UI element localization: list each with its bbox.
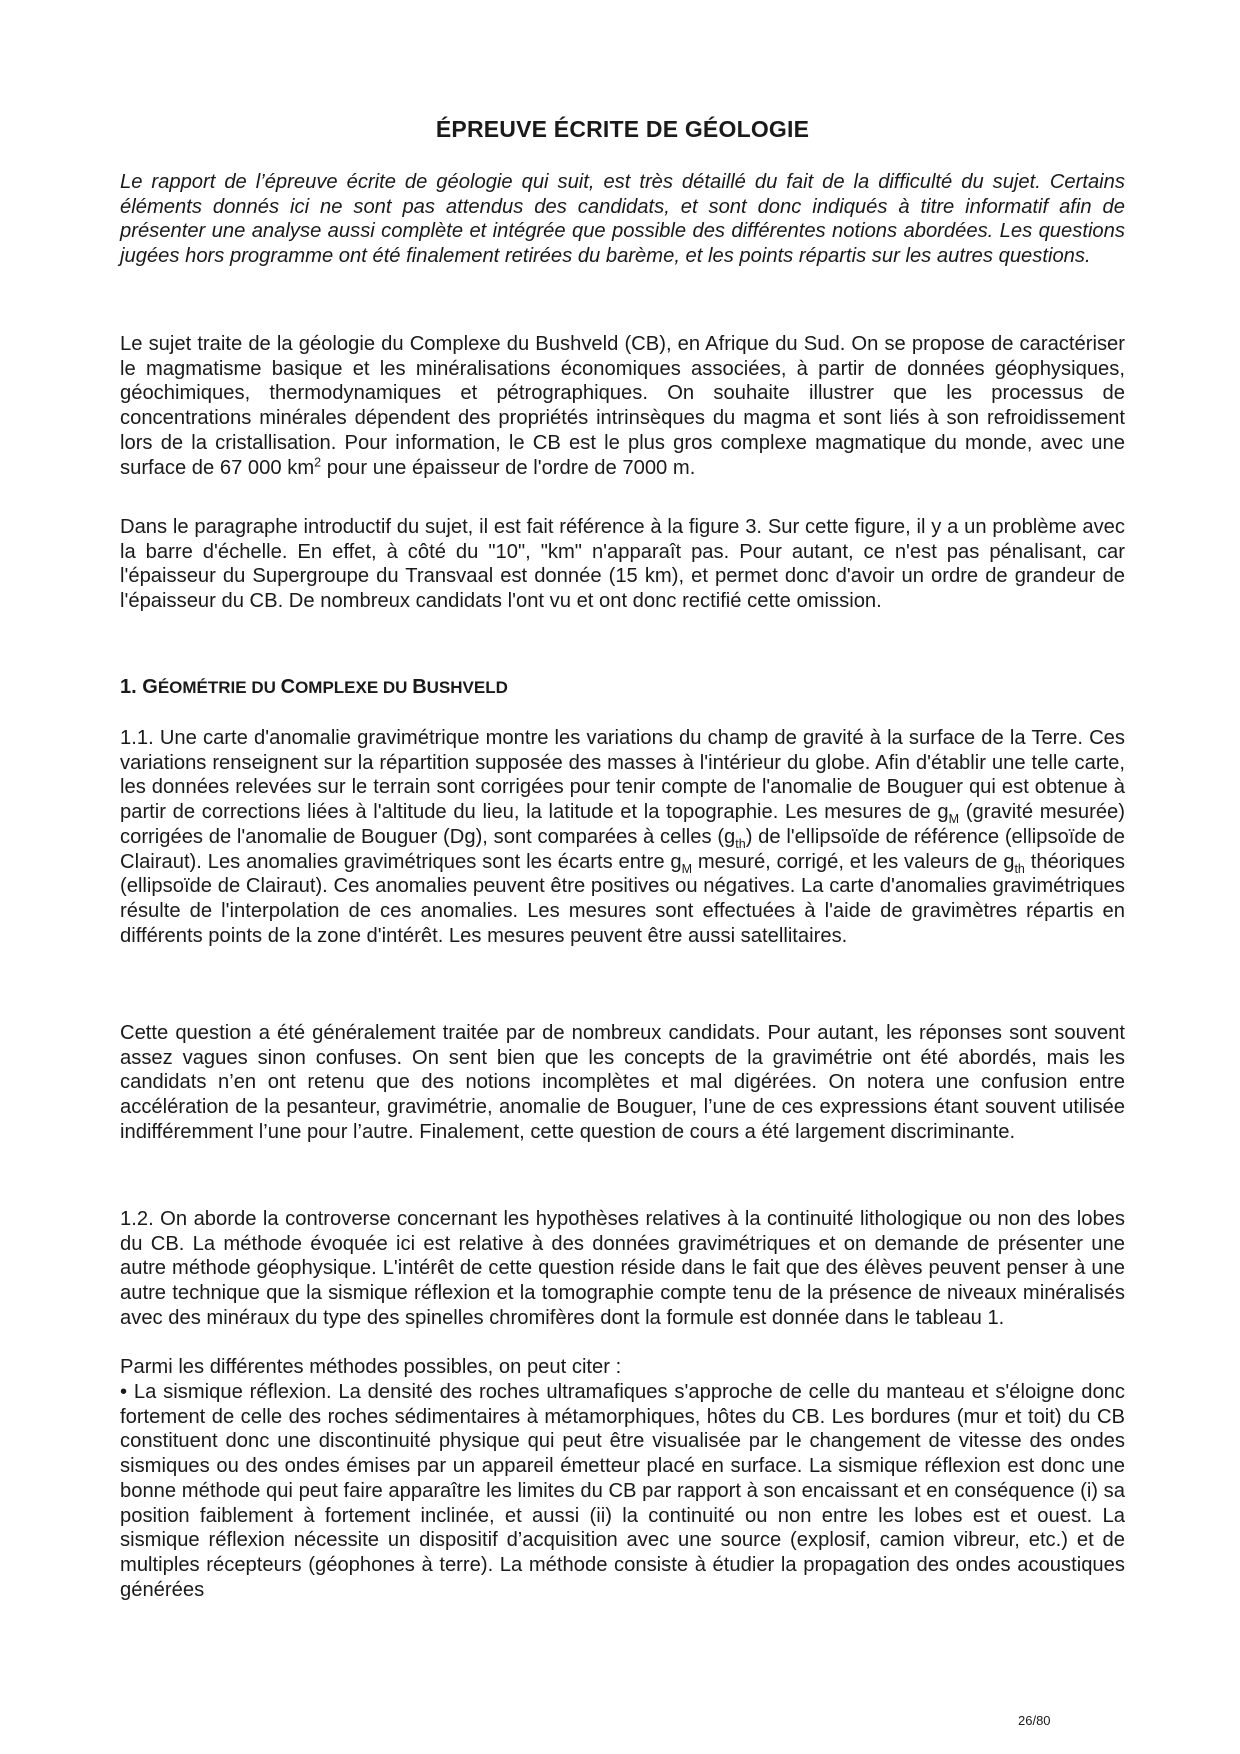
heading-number: 1. (120, 676, 143, 698)
paragraph-figure-note: Dans le paragraphe introductif du sujet, il est fait référence à la figure 3. Sur cette figure, il y a un problème avec la barre d'échelle. En effet, à côté du "10", "km" n'apparaît pas. Pour autant, ce n'est pas pénalisant, car l'épaisseur du Supergroupe du Transvaal est donnée (15 km), et permet donc d'avoir un ordre de grandeur de l'épaisseur du CB. De nombreux candidats l'ont vu et ont donc rectifié cette omission. (120, 516, 1125, 613)
text-run: 1.1. Une carte d'anomalie gravimétrique montre les variations du champ de gravité à la surface de la Terre. Ces variations renseignent sur la répartition supposée des masses à l'intérieur du globe. Afin d'établir une telle carte, les données relevées sur le terrain sont corrigées pour tenir compte de l'anomalie de Bouguer qui est obtenue à partir de corrections liées à l'altitude du lieu, la latitude et la topographie. Les mesures de g (120, 727, 1125, 824)
heading-small-caps-1: ÉOMÉTRIE DU (157, 678, 281, 697)
heading-small-caps-3: USHVELD (426, 678, 508, 697)
heading-cap-b: B (412, 676, 427, 698)
heading-cap-g: G (142, 676, 158, 698)
paragraph-1-1 (120, 726, 1125, 948)
subscript: M (948, 812, 960, 827)
paragraph-1-2: 1.2. On aborde la controverse concernant les hypothèses relatives à la continuité lithologique ou non des lobes du CB. La méthode évoquée ici est relative à des données gravimétriques et on demande de présenter une autre méthode géophysique. L'intérêt de cette question réside dans le fait que des élèves peuvent penser à une autre technique que la sismique réflexion et la tomographie compte tenu de la présence de niveaux minéralisés avec des minéraux du type des spinelles chromifères dont la formule est donnée dans le tableau 1. (120, 1208, 1125, 1329)
page-title: ÉPREUVE ÉCRITE DE GÉOLOGIE (435, 116, 810, 142)
text-run: mesuré, corrigé, et les valeurs de g (692, 850, 1015, 873)
paragraph-subject-text: Le sujet traite de la géologie du Complexe du Bushveld (CB), en Afrique du Sud. On se propose de caractériser le magmatisme basique et les minéralisations économiques associées, à partir de données géophysiques, géochimiques, thermodynamiques et pétrographiques. On souhaite illustrer que les processus de concentrations minérales dépendent des propriétés intrinsèques du magma et sont liés à son refroidissement lors de la cristallisation. Pour information, le CB est le plus gros complexe magmatique du monde, avec une surface de 67 000 km (120, 333, 1125, 479)
intro-paragraph: Le rapport de l’épreuve écrite de géologie qui suit, est très détaillé du fait de la difficulté du sujet. Certains éléments donnés ici ne sont pas attendus des candidats, et sont donc indiqués à titre informatif afin de présenter une analyse aussi complète et intégrée que possible des différentes notions abordées. Les questions jugées hors programme ont été finalement retirées du barème, et les points répartis sur les autres questions. (120, 171, 1125, 268)
subscript: M (681, 861, 693, 876)
paragraph-subject-text-end: pour une épaisseur de l'ordre de 7000 m. (321, 456, 696, 479)
subscript: th (1014, 861, 1025, 876)
paragraph-methods-intro: Parmi les différentes méthodes possibles, on peut citer : (120, 1356, 622, 1378)
text-run: (gravité mesurée) corrigées de l'anomalie de Bouguer (Dg), sont comparées à celles (g (120, 801, 1126, 848)
heading-cap-c: C (280, 676, 296, 698)
paragraph-subject (120, 332, 1125, 480)
list-item-sismique: • La sismique réflexion. La densité des roches ultramafiques s'approche de celle du manteau et s'éloigne donc fortement de celle des roches sédimentaires à métamorphiques, hôtes du CB. Les bordures (mur et toit) du CB constituent donc une discontinuité physique qui peut être visualisée par le changement de vitesse des ondes sismiques ou des ondes émises par un appareil émetteur placé en surface. La sismique réflexion est donc une bonne méthode qui peut faire apparaître les limites du CB par rapport à son encaissant et en conséquence (i) sa position faiblement à fortement inclinée, et aussi (ii) la continuité ou non entre les lobes est et ouest. La sismique réflexion nécessite un dispositif d’acquisition avec une source (explosif, camion vibreur, etc.) et de multiples récepteurs (géophones à terre). La méthode consiste à étudier la propagation des ondes acoustiques générées (120, 1381, 1125, 1601)
text-run: ) de l'ellipsoïde de référence (ellipsoïde de Clairaut). Les anomalies gravimétriques sont les écarts entre g (120, 825, 1125, 873)
heading-small-caps-2: OMPLEXE DU (295, 678, 413, 697)
superscript-2: 2 (314, 454, 322, 469)
text-run: théoriques (ellipsoïde de Clairaut). Ces anomalies peuvent être positives ou négatives. La carte d'anomalies gravimétriques résulte de l'interpolation de ces anomalies. Les mesures sont effectuées à l'aide de gravimètres répartis en différents points de la zone d'intérêt. Les mesures peuvent être aussi satellitaires. (120, 850, 1126, 947)
subscript: th (735, 836, 746, 851)
paragraph-candidate-comment: Cette question a été généralement traitée par de nombreux candidats. Pour autant, les réponses sont souvent assez vagues sinon confuses. On sent bien que les concepts de la gravimétrie ont été abordés, mais les candidats n’en ont retenu que des notions incomplètes et mal digérées. On notera une confusion entre accélération de la pesanteur, gravimétrie, anomalie de Bouguer, l’une de ces expressions étant souvent utilisée indifféremment l’une pour l’autre. Finalement, cette question de cours a été largement discriminante. (120, 1022, 1125, 1143)
section-heading (120, 676, 508, 699)
page-number: 26/80 (1018, 1713, 1051, 1728)
